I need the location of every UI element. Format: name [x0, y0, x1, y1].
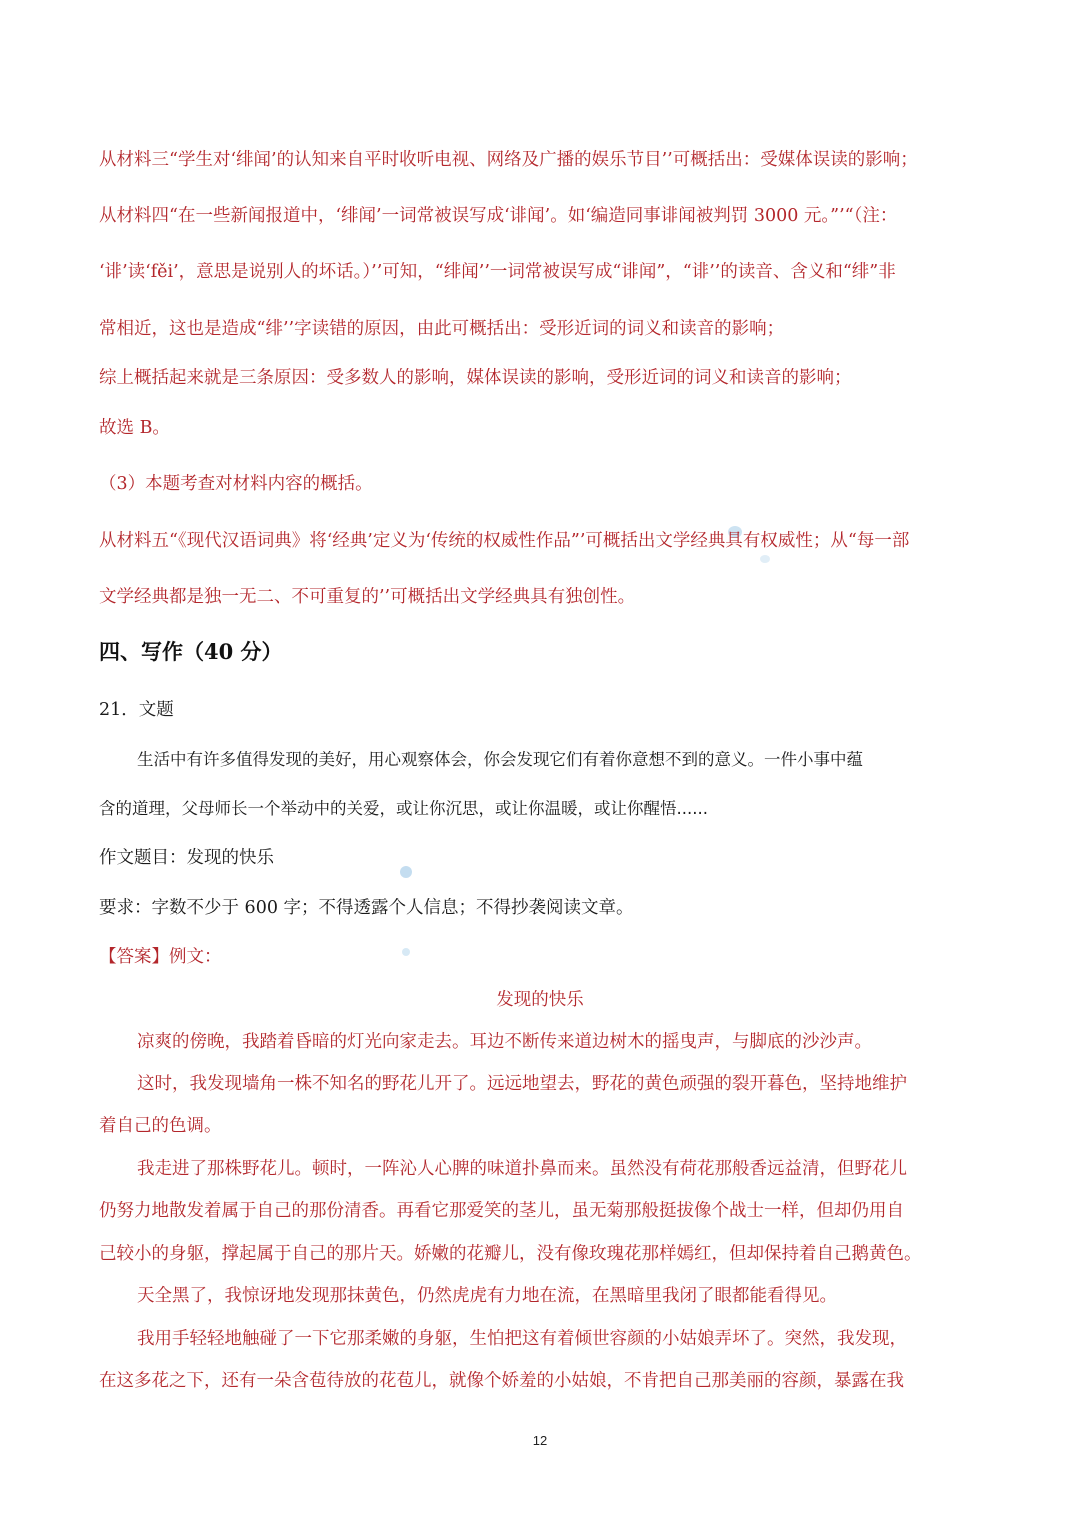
analysis-line: 从材料四“在一些新闻报道中，‘绯闻’一词常被误写成‘诽闻’。如‘编造同事诽闻被判罚 3000 元。”’“（注：: [99, 206, 898, 226]
prompt-line: 含的道理，父母师长一个举动中的关爱，或让你沉思，或让你温暖，或让你醒悟......: [99, 799, 708, 818]
essay-line: 凉爽的傍晚，我踏着昏暗的灯光向家走去。耳边不断传来道边树木的摇曳声，与脚底的沙沙声。: [137, 1032, 872, 1052]
essay-title: 发现的快乐: [496, 990, 584, 1010]
section-heading: 四、写作（40 分）: [99, 640, 283, 664]
essay-line: 这时，我发现墙角一株不知名的野花儿开了。远远地望去，野花的黄色顽强的裂开暮色，坚持地维护: [137, 1074, 907, 1094]
answer-example-label: 例文：: [169, 947, 222, 967]
essay-line: 仍努力地散发着属于自己的那份清香。再看它那爱笑的茎儿，虽无菊那般挺拔像个战士一样，但却仍用自: [99, 1201, 904, 1221]
analysis-line: ‘诽’读‘fěi’，意思是说别人的坏话。）’’可知，“绯闻’’一词常被误写成“诽闻”，“诽’’的读音、含义和“绯”非: [99, 262, 896, 282]
requirement-line: 要求：字数不少于 600 字；不得透露个人信息；不得抄袭阅读文章。: [99, 898, 634, 918]
analysis-line: 故选 B。: [99, 418, 170, 438]
essay-line: 着自己的色调。: [99, 1116, 222, 1136]
analysis-line: 综上概括起来就是三条原因：受多数人的影响，媒体误读的影响，受形近词的词义和读音的影响；: [99, 368, 852, 388]
essay-title-line: 作文题目：发现的快乐: [99, 848, 274, 868]
analysis-line: 从材料五“《现代汉语词典》将‘经典’定义为‘传统的权威性作品”’可概括出文学经典具有权威性；从“每一部: [99, 531, 910, 551]
answer-bracket: 【答案】: [99, 947, 169, 967]
essay-line: 我用手轻轻地触碰了一下它那柔嫩的身躯，生怕把这有着倾世容颜的小姑娘弄坏了。突然，我发现，: [137, 1329, 907, 1349]
page-number: 12: [532, 1433, 548, 1448]
analysis-line: 文学经典都是独一无二、不可重复的’’可概括出文学经典具有独创性。: [99, 587, 636, 607]
essay-line: 在这多花之下，还有一朵含苞待放的花苞儿，就像个娇羞的小姑娘，不肯把自己那美丽的容颜，暴露在我: [99, 1371, 904, 1391]
analysis-line: （3）本题考查对材料内容的概括。: [99, 474, 373, 494]
analysis-line: 常相近，这也是造成“绯’’字读错的原因，由此可概括出：受形近词的词义和读音的影响；: [99, 319, 785, 339]
essay-line: 我走进了那株野花儿。顿时，一阵沁人心脾的味道扑鼻而来。虽然没有荷花那般香远益清，但野花儿: [137, 1159, 907, 1179]
question-label: 21．文题: [99, 700, 174, 720]
analysis-line: 从材料三“学生对‘绯闻’的认知来自平时收听电视、网络及广播的娱乐节目’’可概括出：受媒体误读的影响；: [99, 150, 918, 170]
prompt-line: 生活中有许多值得发现的美好，用心观察体会，你会发现它们有着你意想不到的意义。一件小事中蕴: [137, 750, 863, 769]
essay-line: 己较小的身躯，撑起属于自己的那片天。娇嫩的花瓣儿，没有像玫瑰花那样嫣红，但却保持着自己鹅黄色。: [99, 1244, 922, 1264]
ink-blot: [760, 555, 770, 563]
essay-line: 天全黑了，我惊讶地发现那抹黄色，仍然虎虎有力地在流，在黑暗里我闭了眼都能看得见。: [137, 1286, 837, 1306]
answer-label: [99, 945, 989, 969]
